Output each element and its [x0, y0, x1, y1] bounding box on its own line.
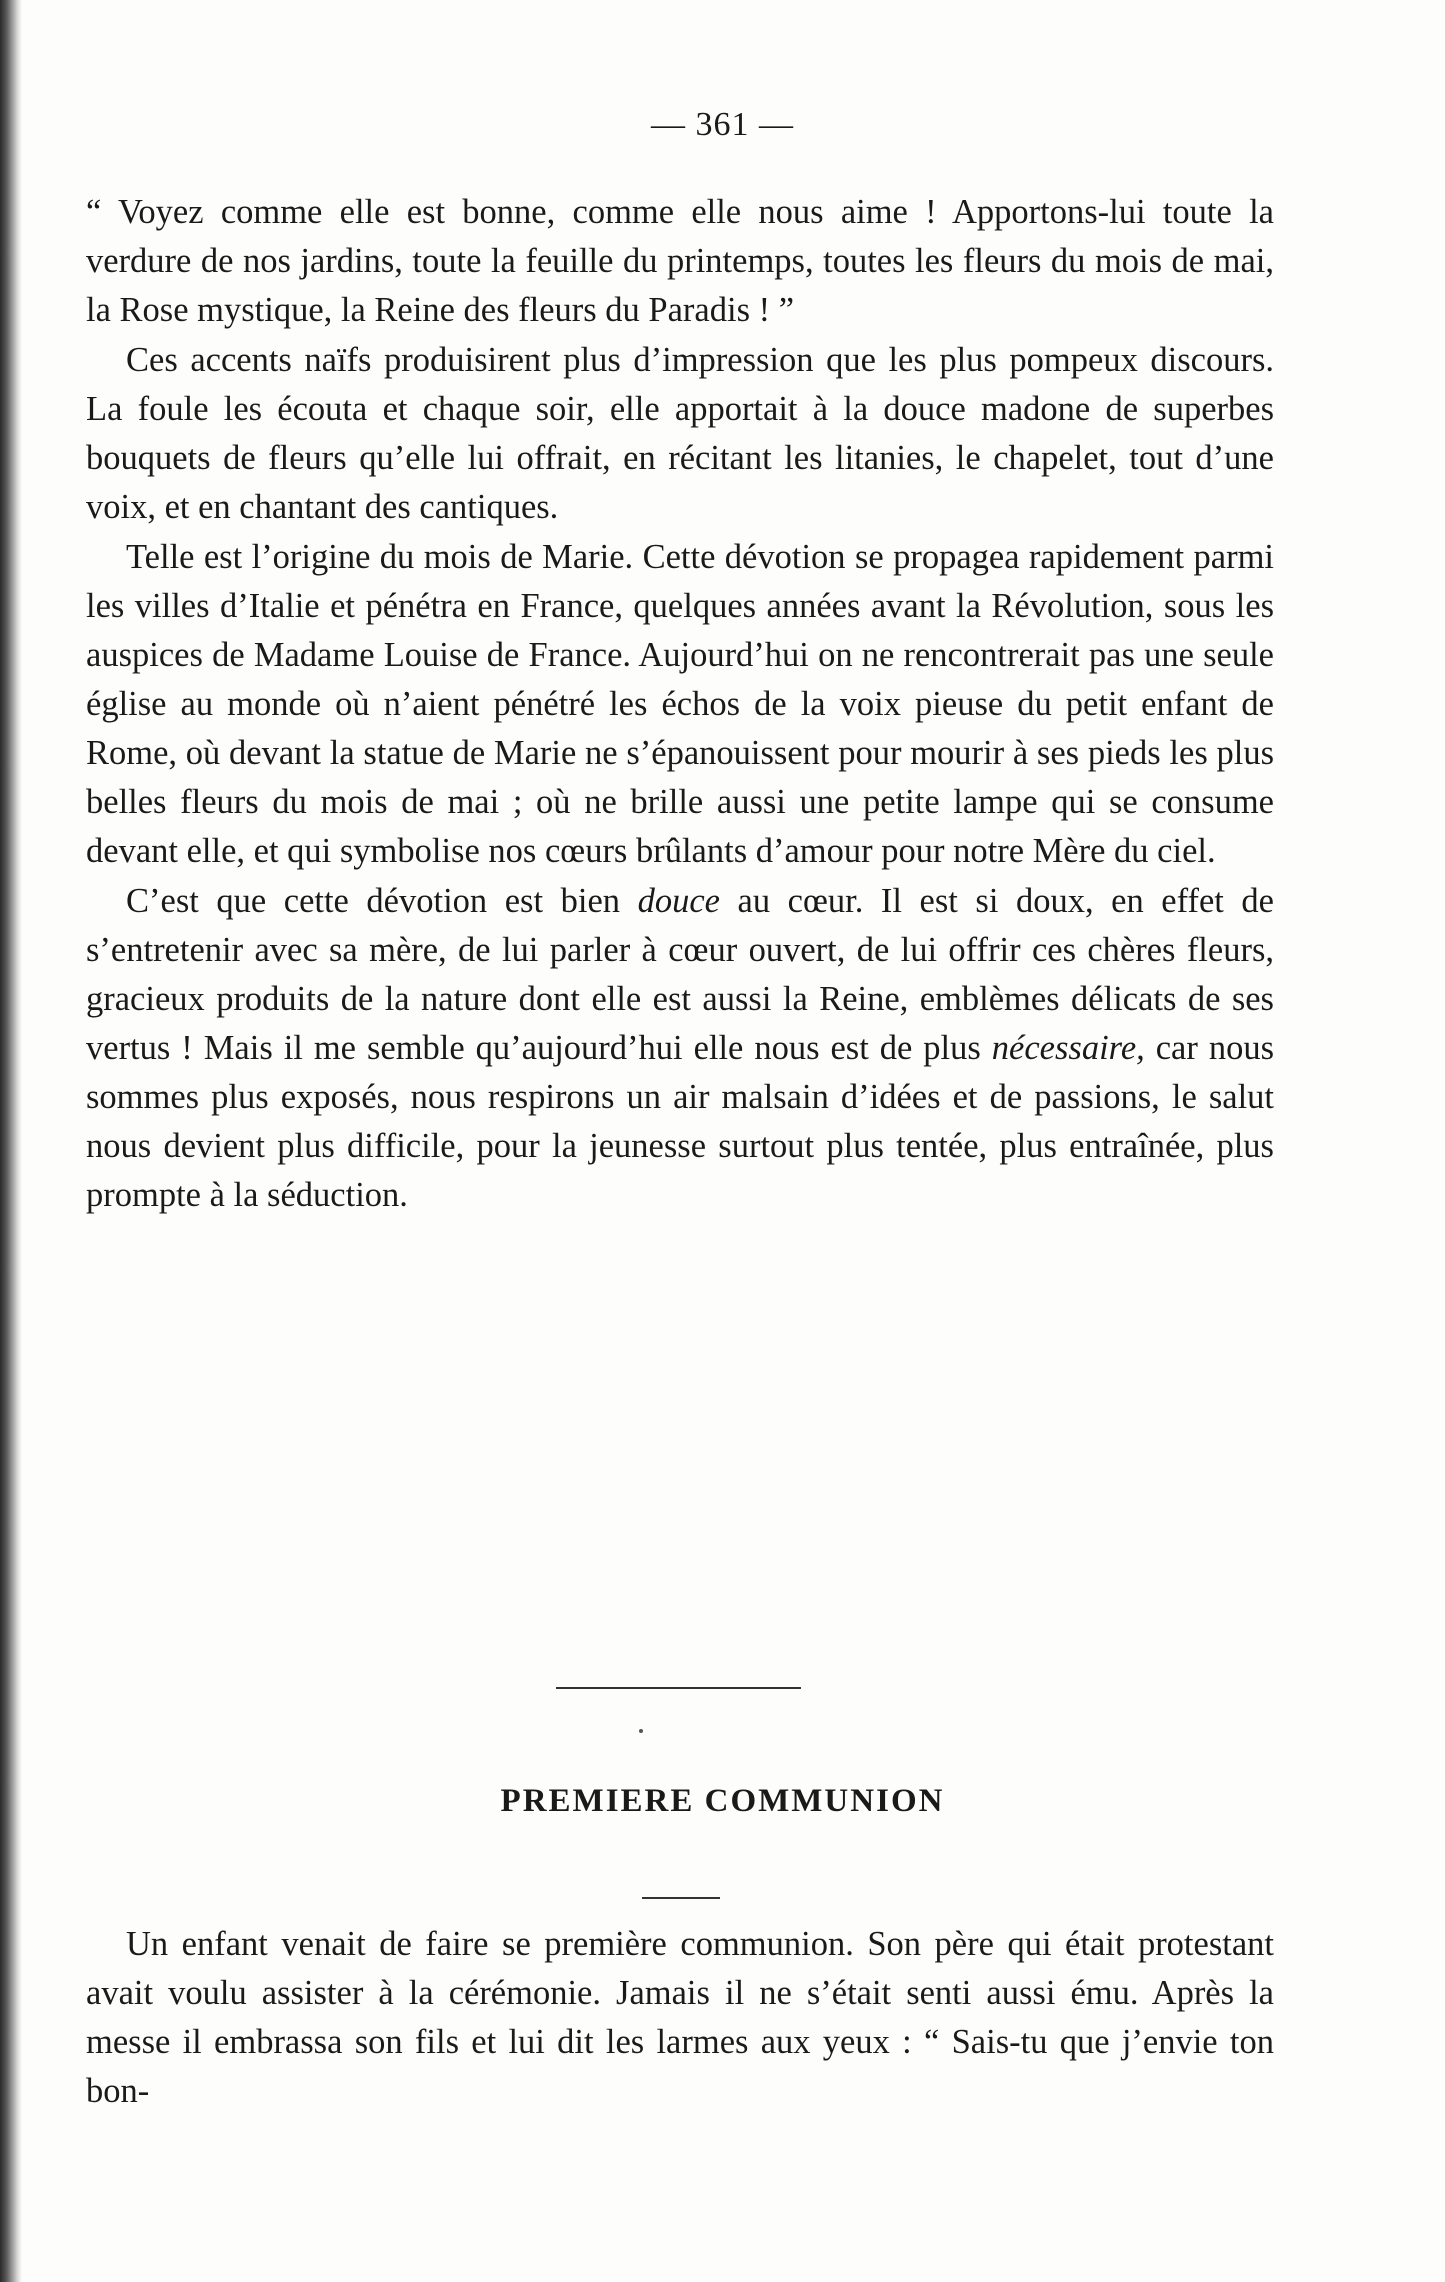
- paragraph-origin: Telle est l’origine du mois de Marie. Cette dévotion se propagea rapidement parmi les villes d’Italie et pénétra en France, quelques années avant la Révolution, sous les auspices de Madame Louise de France. Aujourd’hui on ne rencontrerait pas une seule église au monde où n’aient pénétré les échos de la voix pieuse du petit enfant de Rome, où devant la statue de Marie ne s’épanouissent pour mourir à ses pieds les plus belles fleurs du mois de mai ; où ne brille aussi une petite lampe qui se consume devant elle, et qui symbolise nos cœurs brûlants d’amour pour notre Mère du ciel.: [86, 538, 1274, 870]
- book-spine-shadow: [0, 0, 22, 2282]
- divider-dot: [639, 1729, 643, 1733]
- devotion-text-1: C’est que cette dévotion est bien: [126, 882, 638, 920]
- devotion-text-2: au cœur. Il est si doux, en effet de s’entretenir avec sa mère, de lui parler à cœur ouvert, de lui offrir ces chères fleurs, gracieux produits de la nature dont elle est aussi la Reine, emblèmes délicats de ses vertus ! Mais il me semble qu’aujourd’hui elle nous est de plus: [86, 882, 1274, 1067]
- page-number: — 361 —: [651, 106, 794, 143]
- paragraph-quote: “ Voyez comme elle est bonne, comme elle nous aime ! Apportons-lui toute la verdure de nos jardins, toute la feuille du printemps, toutes les fleurs du mois de mai, la Rose mystique, la Reine des fleurs du Paradis ! ”: [86, 193, 1274, 329]
- devotion-text-3: car nous sommes plus exposés, nous respirons un air malsain d’idées et de passions, le salut nous devient plus difficile, pour la jeunesse surtout plus tentée, plus entraînée, plus prompte à la séduction.: [86, 1029, 1274, 1214]
- section-heading: PREMIERE COMMUNION: [500, 1783, 945, 1819]
- devotion-italic-douce: douce: [637, 882, 720, 920]
- paragraph-devotion: [86, 877, 1274, 1220]
- heading-underline-rule: [642, 1897, 720, 1899]
- main-text-section: [86, 188, 1274, 1220]
- section-divider-rule: [556, 1687, 801, 1689]
- paragraph-communion: Un enfant venait de faire se première communion. Son père qui était protestant avait voulu assister à la cérémonie. Jamais il ne s’était senti aussi ému. Après la messe il embrassa son fils et lui dit les larmes aux yeux : “ Sais-tu que j’envie ton bon-: [86, 1925, 1274, 2110]
- devotion-italic-necessaire: nécessaire,: [991, 1029, 1145, 1067]
- communion-text-section: [86, 1920, 1274, 2116]
- paragraph-accents: Ces accents naïfs produisirent plus d’impression que les plus pompeux discours. La foule les écouta et chaque soir, elle apportait à la douce madone de superbes bouquets de fleurs qu’elle lui offrait, en récitant les litanies, le chapelet, tout d’une voix, et en chantant des cantiques.: [86, 341, 1274, 526]
